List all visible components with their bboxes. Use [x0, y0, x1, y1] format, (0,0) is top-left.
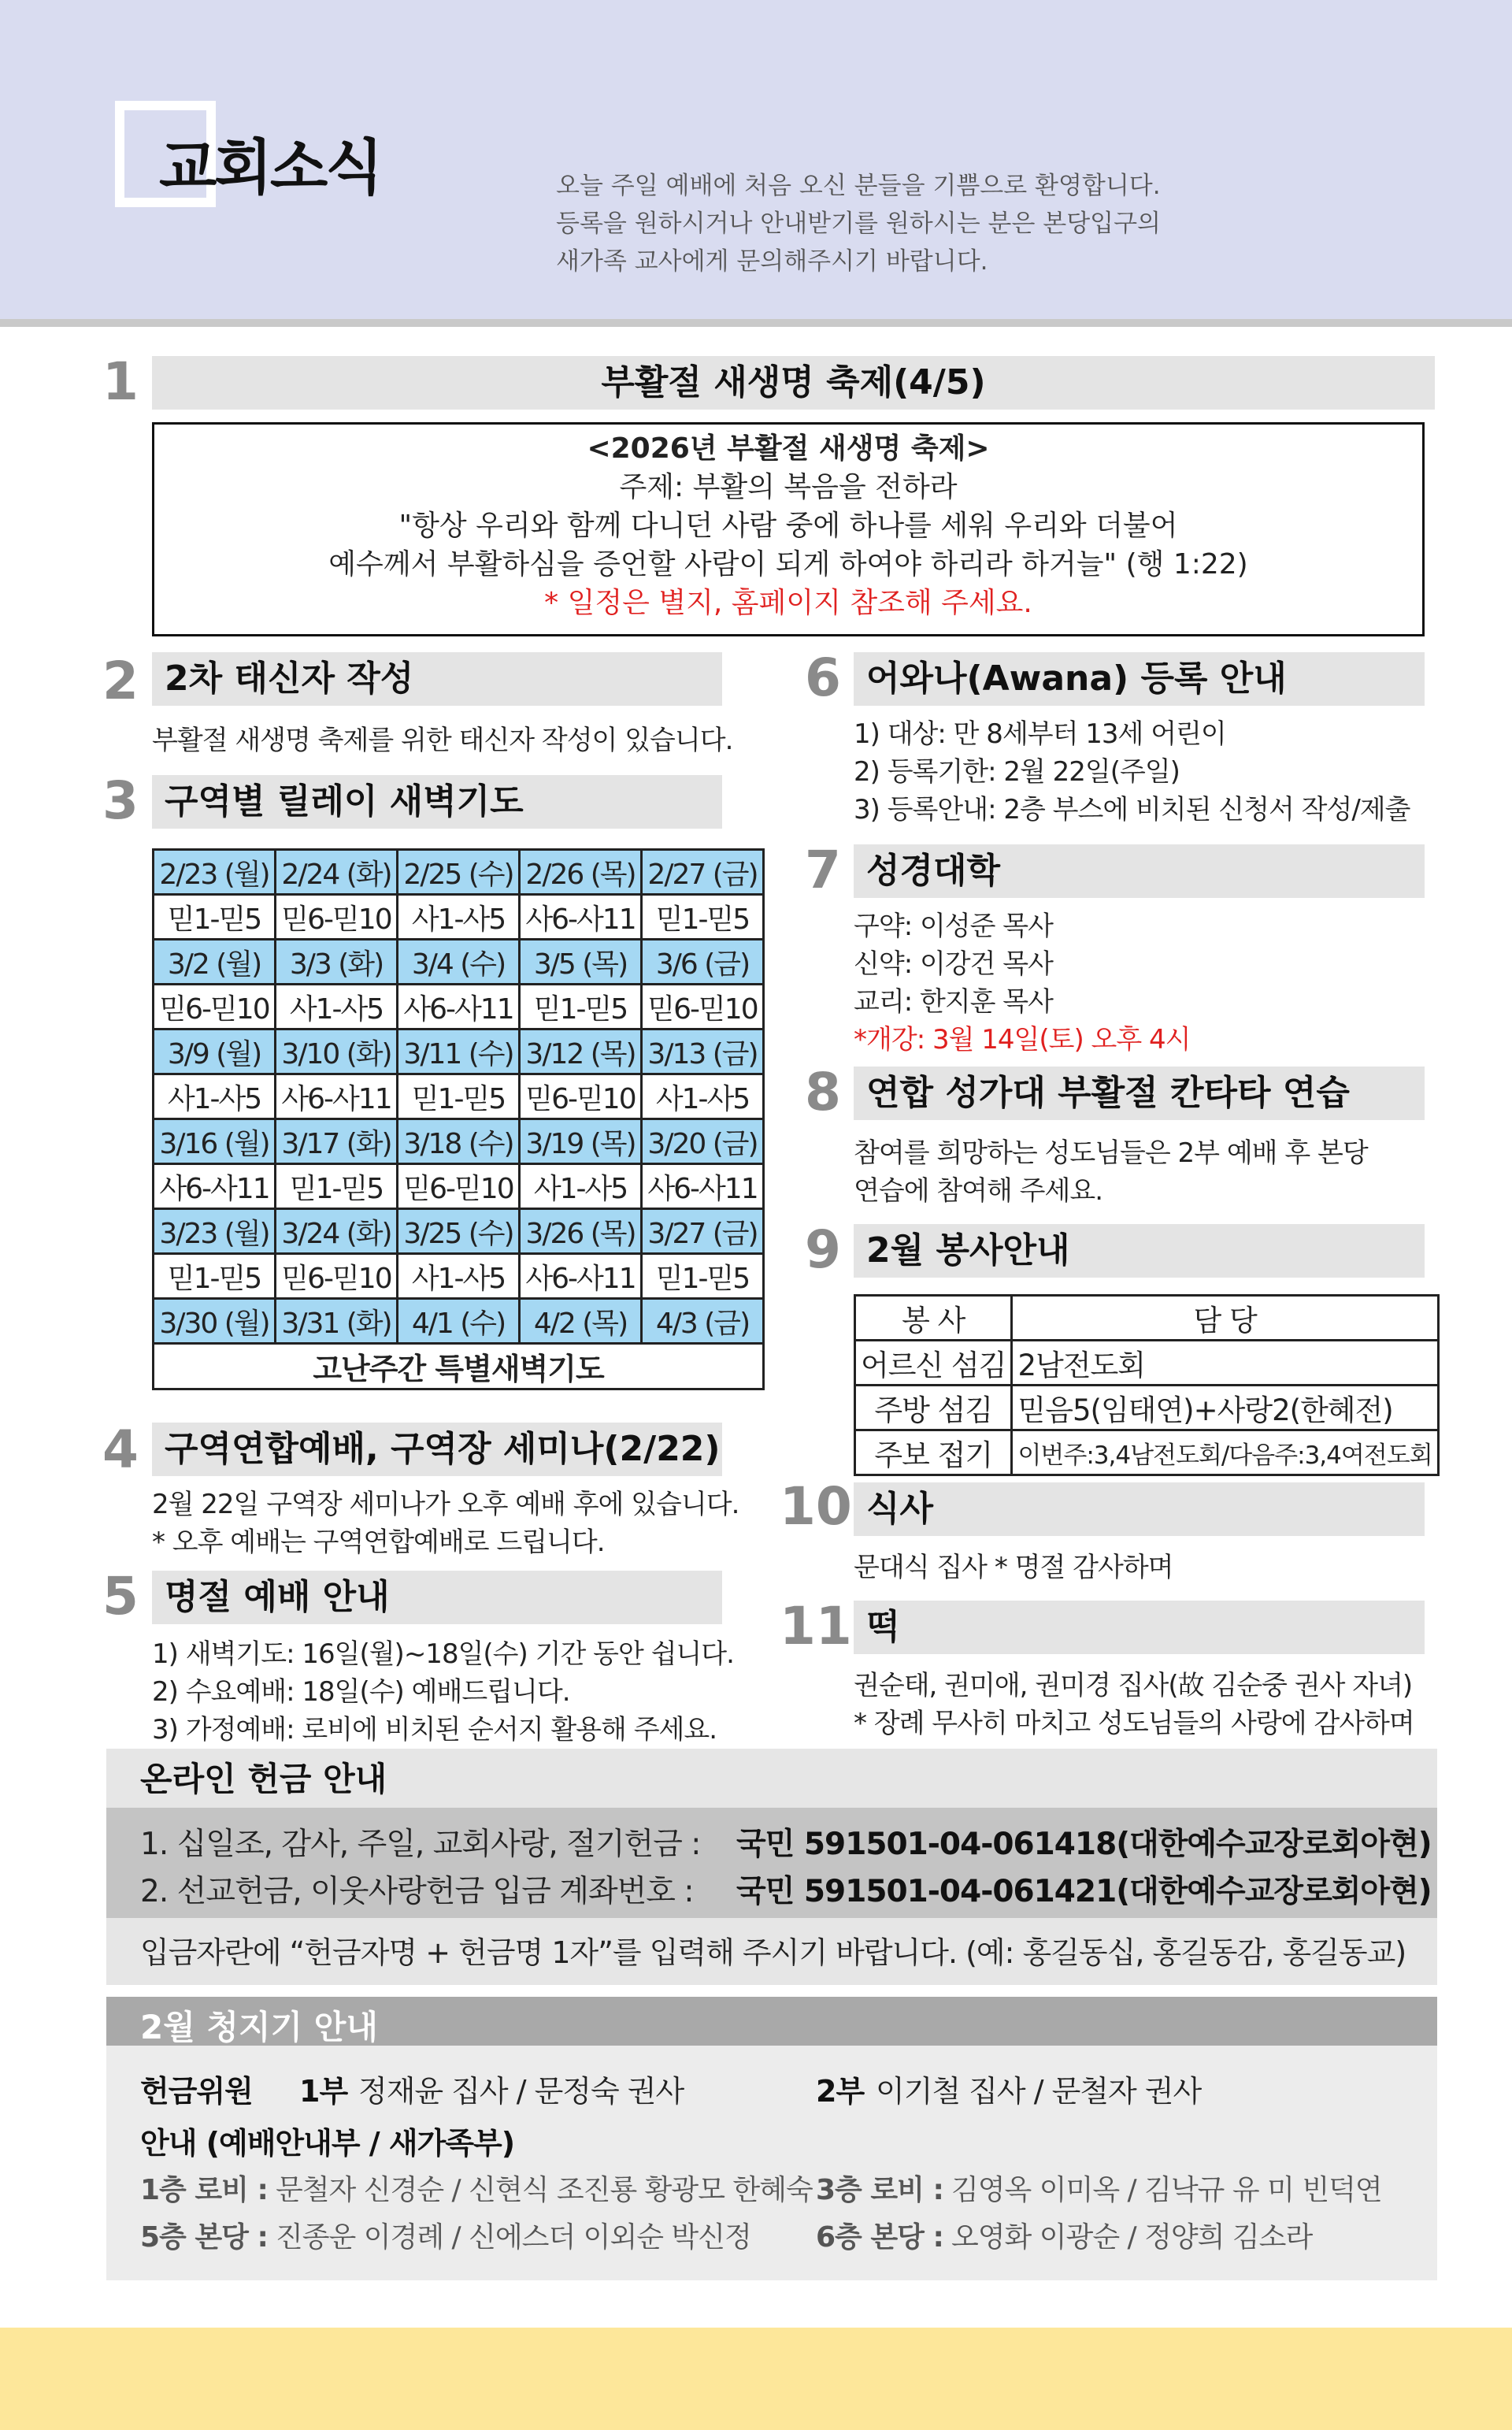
welcome-line: 오늘 주일 예배에 처음 오신 분들을 기쁨으로 환영합니다. — [556, 172, 1161, 200]
relay-district-cell: 사6-사11 — [520, 1254, 642, 1299]
online-offering-title: 온라인 헌금 안내 — [140, 1760, 387, 1798]
section-number: 1 — [102, 351, 139, 412]
section-title-rice-cake: 떡 — [854, 1601, 1425, 1654]
relay-date-cell: 3/17 (화) — [276, 1119, 398, 1164]
bible-college-opening: *개강: 3월 14일(토) 오후 4시 — [854, 1024, 1191, 1055]
relay-date-cell: 3/6 (금) — [642, 940, 764, 985]
footer-band — [0, 2328, 1512, 2430]
relay-date-cell: 3/3 (화) — [276, 940, 398, 985]
part1-names: 정재윤 집사 / 문정숙 권사 — [358, 2074, 684, 2109]
district-worship-line: 2월 22일 구역장 세미나가 오후 예배 후에 있습니다. — [152, 1489, 739, 1520]
online-offering-note: 입금자란에 “헌금자명 + 헌금명 1자”를 입력해 주시기 바랍니다. (예: 홍길동십, 홍길동감, 홍길동교) — [140, 1935, 1406, 1970]
relay-date-cell: 2/25 (수) — [398, 850, 520, 895]
relay-date-cell: 3/25 (수) — [398, 1209, 520, 1254]
service-assignee-cell: 2남전도회 — [1012, 1341, 1438, 1386]
relay-date-cell: 3/27 (금) — [642, 1209, 764, 1254]
service-assignee-cell: 믿음5(임태연)+사랑2(한혜전) — [1012, 1386, 1438, 1430]
relay-date-row — [154, 850, 764, 895]
account-number: 국민 591501-04-061418(대한예수교장로회아현) — [736, 1827, 1432, 1862]
relay-district-row — [154, 985, 764, 1030]
relay-date-cell: 3/19 (목) — [520, 1119, 642, 1164]
section-number: 7 — [805, 840, 841, 900]
section-number: 10 — [780, 1476, 852, 1537]
relay-district-cell: 믿1-믿5 — [154, 1254, 276, 1299]
easter-notice: * 일정은 별지, 홈페이지 참조해 주세요. — [544, 587, 1032, 619]
relay-date-cell: 2/24 (화) — [276, 850, 398, 895]
relay-date-cell: 3/30 (월) — [154, 1299, 276, 1344]
relay-date-cell: 4/1 (수) — [398, 1299, 520, 1344]
part2-names: 이기철 집사 / 문철자 권사 — [876, 2074, 1202, 2109]
section-title-meal: 식사 — [854, 1482, 1425, 1536]
relay-date-row — [154, 1119, 764, 1164]
floor-label: 5층 본당 : — [140, 2221, 268, 2254]
relay-date-cell: 3/26 (목) — [520, 1209, 642, 1254]
relay-district-cell: 사1-사5 — [398, 895, 520, 940]
rice-cake-line: 권순태, 권미애, 권미경 집사(故 김순중 권사 자녀) — [854, 1670, 1413, 1701]
service-row — [855, 1430, 1439, 1475]
relay-date-cell: 3/9 (월) — [154, 1030, 276, 1074]
relay-date-cell: 3/10 (화) — [276, 1030, 398, 1074]
relay-district-cell: 믿6-믿10 — [398, 1164, 520, 1209]
easter-info-box — [152, 422, 1425, 636]
floor-label: 3층 로비 : — [816, 2174, 943, 2206]
cantata-line: 참여를 희망하는 성도님들은 2부 예배 후 본당 — [854, 1137, 1368, 1169]
relay-district-cell: 믿1-믿5 — [276, 1164, 398, 1209]
section-title-awana: 어와나(Awana) 등록 안내 — [854, 652, 1425, 706]
relay-district-cell: 믿6-믿10 — [276, 895, 398, 940]
service-header-row — [855, 1296, 1439, 1341]
bible-college-line: 교리: 한지훈 목사 — [854, 986, 1053, 1018]
service-type-cell: 어르신 섬김 — [855, 1341, 1012, 1386]
relay-district-cell: 사6-사11 — [276, 1074, 398, 1119]
welcome-line: 새가족 교사에게 문의해주시기 바랍니다. — [556, 247, 988, 276]
awana-line: 3) 등록안내: 2층 부스에 비치된 신청서 작성/제출 — [854, 794, 1410, 825]
easter-verse-line: 예수께서 부활하심을 증언할 사람이 되게 하여야 하리라 하거늘" (행 1:22) — [328, 548, 1248, 581]
section-number: 5 — [102, 1566, 139, 1627]
relay-date-cell: 3/24 (화) — [276, 1209, 398, 1254]
awana-line: 2) 등록기한: 2월 22일(주일) — [854, 756, 1180, 788]
relay-district-cell: 믿1-믿5 — [154, 895, 276, 940]
district-worship-line: * 오후 예배는 구역연합예배로 드립니다. — [152, 1527, 605, 1558]
floor-names: 김영옥 이미옥 / 김낙규 유 미 빈덕연 — [951, 2174, 1382, 2206]
relay-district-cell: 믿1-믿5 — [642, 895, 764, 940]
relay-district-cell: 믿6-믿10 — [642, 985, 764, 1030]
relay-date-cell: 3/16 (월) — [154, 1119, 276, 1164]
relay-district-row — [154, 895, 764, 940]
relay-footer-cell: 고난주간 특별새벽기도 — [154, 1344, 764, 1389]
section-number: 4 — [102, 1419, 139, 1480]
part1-label: 1부 — [299, 2074, 348, 2109]
page-title: 교회소식 — [159, 132, 381, 202]
easter-theme: 주제: 부활의 복음을 전하라 — [619, 471, 958, 503]
meal-text: 문대식 집사 * 명절 감사하며 — [854, 1552, 1173, 1583]
relay-date-row — [154, 940, 764, 985]
holiday-worship-line: 1) 새벽기도: 16일(월)~18일(수) 기간 동안 쉽니다. — [152, 1638, 734, 1670]
easter-box-title: <2026년 부활절 새생명 축제> — [587, 432, 990, 465]
relay-district-cell: 믿6-믿10 — [276, 1254, 398, 1299]
relay-district-cell: 사1-사5 — [154, 1074, 276, 1119]
relay-footer-row — [154, 1344, 764, 1389]
relay-date-cell: 4/3 (금) — [642, 1299, 764, 1344]
account-number: 국민 591501-04-061421(대한예수교장로회아현) — [736, 1874, 1432, 1909]
relay-date-cell: 3/18 (수) — [398, 1119, 520, 1164]
service-header-cell: 봉 사 — [855, 1296, 1012, 1341]
relay-date-row — [154, 1030, 764, 1074]
relay-date-cell: 3/13 (금) — [642, 1030, 764, 1074]
service-row — [855, 1386, 1439, 1430]
section-title-district-worship: 구역연합예배, 구역장 세미나(2/22) — [152, 1423, 722, 1476]
relay-district-cell: 사1-사5 — [520, 1164, 642, 1209]
relay-date-cell: 4/2 (목) — [520, 1299, 642, 1344]
relay-date-cell: 3/23 (월) — [154, 1209, 276, 1254]
section-title-easter: 부활절 새생명 축제(4/5) — [152, 356, 1435, 410]
relay-district-cell: 사6-사11 — [154, 1164, 276, 1209]
section-title-service: 2월 봉사안내 — [854, 1224, 1425, 1278]
part2-label: 2부 — [816, 2074, 865, 2109]
service-header-cell: 담 당 — [1012, 1296, 1438, 1341]
relay-district-cell: 사1-사5 — [642, 1074, 764, 1119]
welcome-line: 등록을 원하시거나 안내받기를 원하시는 분은 본당입구의 — [556, 210, 1161, 238]
relay-date-row — [154, 1209, 764, 1254]
relay-district-cell: 믿6-믿10 — [154, 985, 276, 1030]
relay-district-cell: 사6-사11 — [520, 895, 642, 940]
relay-district-cell: 사6-사11 — [642, 1164, 764, 1209]
relay-date-cell: 2/26 (목) — [520, 850, 642, 895]
steward-title: 2월 청지기 안내 — [140, 2008, 378, 2046]
section-title-relay-prayer: 구역별 릴레이 새벽기도 — [152, 775, 722, 829]
awana-line: 1) 대상: 만 8세부터 13세 어린이 — [854, 718, 1226, 750]
relay-district-cell: 사1-사5 — [398, 1254, 520, 1299]
guide-label: 안내 (예배안내부 / 새가족부) — [140, 2126, 515, 2161]
service-type-cell: 주보 접기 — [855, 1430, 1012, 1475]
relay-district-row — [154, 1074, 764, 1119]
relay-date-cell: 3/31 (화) — [276, 1299, 398, 1344]
relay-district-cell: 믿6-믿10 — [520, 1074, 642, 1119]
relay-date-cell: 3/2 (월) — [154, 940, 276, 985]
section-number: 11 — [780, 1596, 852, 1656]
section-number: 8 — [805, 1062, 841, 1122]
floor-label: 1층 로비 : — [140, 2174, 268, 2206]
section-title-prospect: 2차 태신자 작성 — [152, 652, 722, 706]
relay-date-cell: 2/23 (월) — [154, 850, 276, 895]
relay-district-cell: 믿1-믿5 — [398, 1074, 520, 1119]
relay-district-cell: 사6-사11 — [398, 985, 520, 1030]
relay-district-cell: 사1-사5 — [276, 985, 398, 1030]
section-title-holiday-worship: 명절 예배 안내 — [152, 1571, 722, 1624]
relay-district-row — [154, 1254, 764, 1299]
committee-label: 헌금위원 — [140, 2074, 253, 2109]
service-type-cell: 주방 섬김 — [855, 1386, 1012, 1430]
cantata-line: 연습에 참여해 주세요. — [854, 1175, 1103, 1207]
relay-date-cell: 3/12 (목) — [520, 1030, 642, 1074]
account-label: 1. 십일조, 감사, 주일, 교회사랑, 절기헌금 : — [140, 1827, 701, 1862]
relay-date-cell: 3/20 (금) — [642, 1119, 764, 1164]
bible-college-line: 구약: 이성준 목사 — [854, 911, 1053, 942]
section-number: 3 — [102, 770, 139, 831]
easter-verse-line: "항상 우리와 함께 다니던 사람 중에 하나를 세워 우리와 더불어 — [398, 510, 1178, 542]
floor-names: 진종운 이경례 / 신에스더 이외순 박신정 — [276, 2221, 751, 2254]
relay-date-cell: 2/27 (금) — [642, 850, 764, 895]
relay-district-cell: 믿1-믿5 — [520, 985, 642, 1030]
holiday-worship-line: 2) 수요예배: 18일(수) 예배드립니다. — [152, 1676, 570, 1708]
header-divider — [0, 319, 1512, 327]
holiday-worship-line: 3) 가정예배: 로비에 비치된 순서지 활용해 주세요. — [152, 1714, 717, 1746]
account-label: 2. 선교헌금, 이웃사랑헌금 입금 계좌번호 : — [140, 1874, 694, 1909]
service-assignee-cell: 이번주:3,4남전도회/다음주:3,4여전도회 — [1012, 1430, 1438, 1475]
floor-label: 6층 본당 : — [816, 2221, 943, 2254]
prospect-text: 부활절 새생명 축제를 위한 태신자 작성이 있습니다. — [152, 725, 733, 756]
relay-date-cell: 3/5 (목) — [520, 940, 642, 985]
relay-date-row — [154, 1299, 764, 1344]
section-number: 2 — [102, 651, 139, 711]
relay-prayer-table — [152, 848, 765, 1390]
rice-cake-line: * 장례 무사히 마치고 성도님들의 사랑에 감사하며 — [854, 1708, 1414, 1739]
relay-district-row — [154, 1164, 764, 1209]
relay-date-cell: 3/11 (수) — [398, 1030, 520, 1074]
relay-date-cell: 3/4 (수) — [398, 940, 520, 985]
floor-names: 문철자 신경순 / 신현식 조진룡 황광모 한혜숙 — [276, 2174, 813, 2206]
welcome-message — [556, 167, 1161, 280]
bible-college-line: 신약: 이강건 목사 — [854, 948, 1053, 980]
section-title-cantata: 연합 성가대 부활절 칸타타 연습 — [854, 1067, 1425, 1120]
service-row — [855, 1341, 1439, 1386]
section-number: 9 — [805, 1219, 841, 1280]
service-table — [854, 1294, 1440, 1476]
relay-district-cell: 믿1-믿5 — [642, 1254, 764, 1299]
floor-names: 오영화 이광순 / 정양희 김소라 — [951, 2221, 1313, 2254]
section-title-bible-college: 성경대학 — [854, 844, 1425, 898]
section-number: 6 — [805, 647, 841, 708]
